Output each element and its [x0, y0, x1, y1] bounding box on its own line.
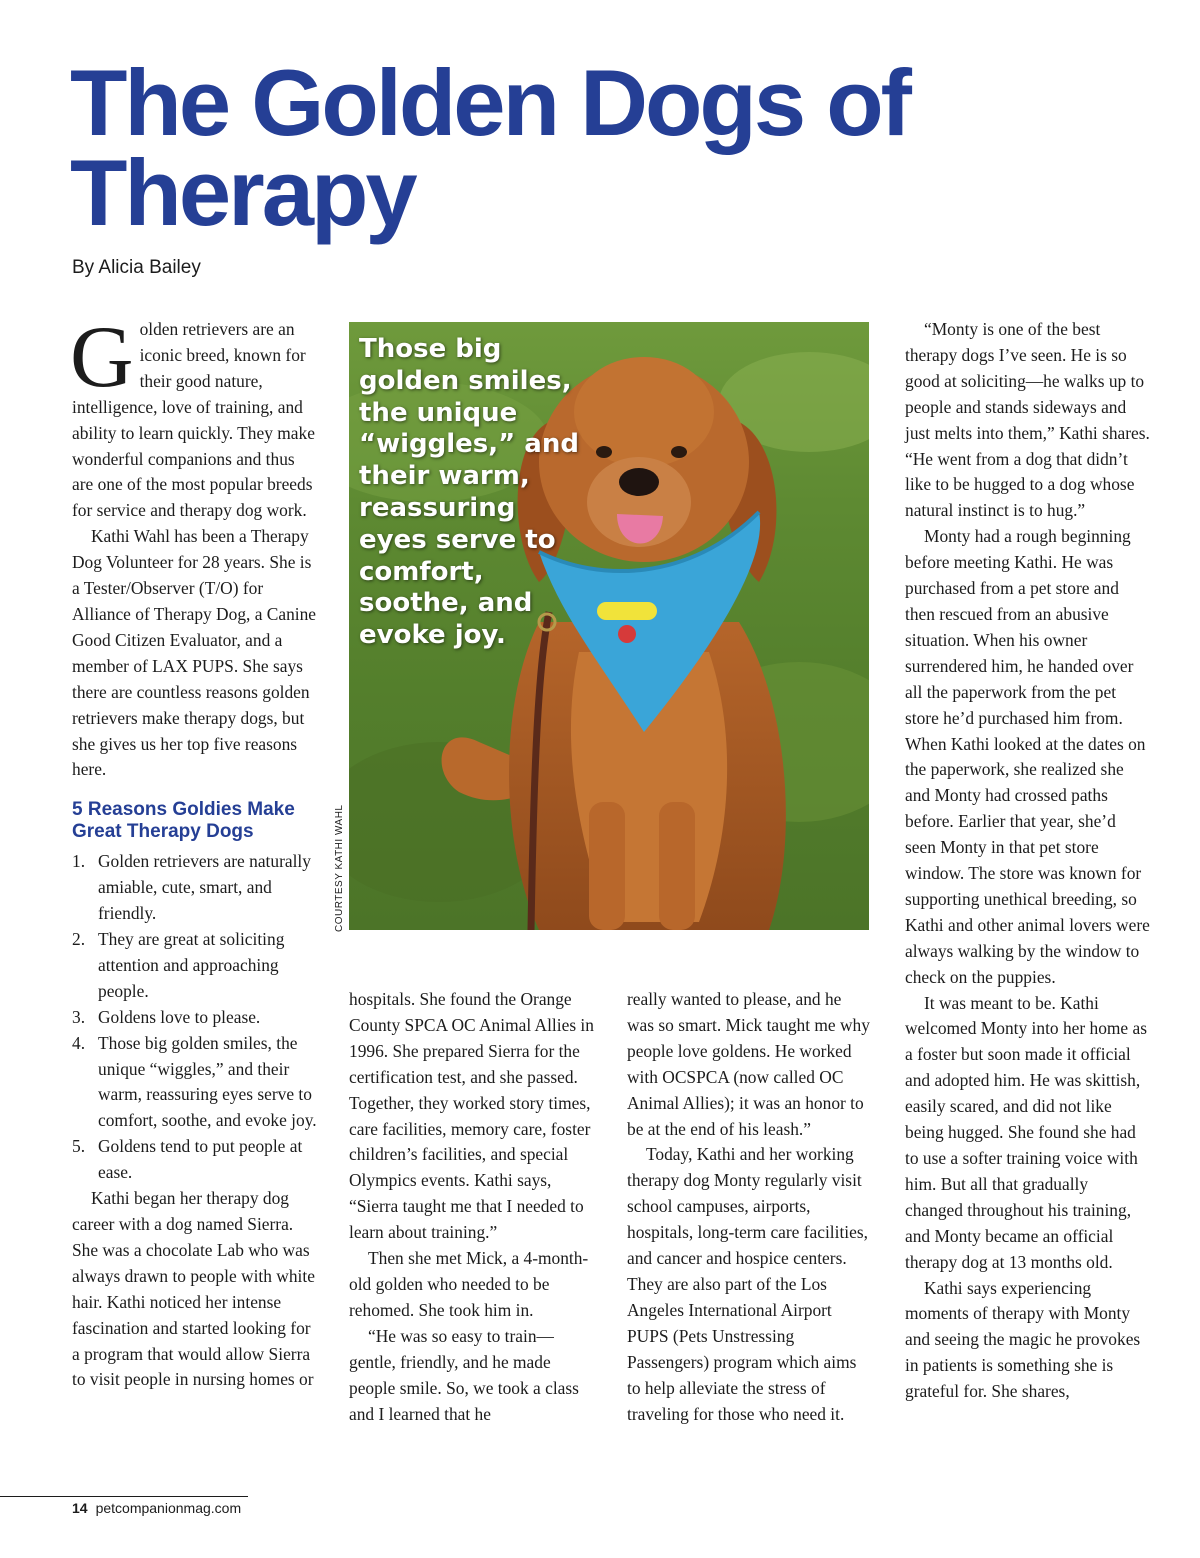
paragraph: Kathi Wahl has been a Therapy Dog Volunteer for 28 years. She is a Tester/Observer (T/O) for Alliance of Therapy Dog, a Canine Good Citizen Evaluator, and a member of LAX PUPS. She says there are countless reasons golden retrievers make therapy dogs, but she gives us her top five reasons here.	[72, 526, 317, 780]
list-text: They are great at soliciting attention and approaching people.	[98, 929, 285, 1001]
pull-quote: Those big golden smiles, the unique “wiggles,” and their warm, reassuring eyes serve to comfort, soothe, and evoke joy.	[359, 334, 579, 651]
list-number: 5.	[72, 1136, 86, 1157]
list-item	[72, 1005, 317, 1031]
article-title: The Golden Dogs of Therapy	[70, 50, 909, 245]
dog-photo	[349, 322, 869, 930]
column-3	[627, 987, 872, 1427]
list-text: Goldens love to please.	[98, 1006, 261, 1027]
paragraph: “He was so easy to train—gentle, friendly, and he made people smile. So, we took a class and I learned that he	[349, 1325, 579, 1424]
byline: By Alicia Bailey	[72, 257, 201, 278]
paragraph: Today, Kathi and her working therapy dog Monty regularly visit school campuses, airports, hospitals, long-term care facilities, and cancer and hospice centers. They are also part of the Los Angeles International Airport PUPS (Pets Unstressing Passengers) program which aims to help alleviate the stress of traveling for those who need it.	[627, 1144, 868, 1424]
list-item	[72, 927, 317, 1005]
page-number: 14	[72, 1500, 88, 1516]
list-item	[72, 849, 317, 927]
paragraph: Kathi says experiencing moments of therapy with Monty and seeing the magic he provokes in patients is something she is grateful for. She shares,	[905, 1277, 1141, 1402]
paragraph: really wanted to please, and he was so smart. Mick taught me why people love goldens. He worked with OCSPCA (now called OC Animal Allies); it was an honor to be at the end of his leash.”	[627, 989, 870, 1139]
intro-paragraph: Golden retrievers are an iconic breed, known for their good nature, intelligence, love of training, and ability to learn quickly. They make wonderful companions and thus are one of the most popular breeds for service and therapy dog work.	[70, 309, 315, 521]
list-number: 4.	[72, 1032, 86, 1053]
list-number: 1.	[72, 851, 86, 872]
list-number: 2.	[72, 929, 86, 950]
drop-cap: G	[70, 309, 134, 406]
column-2	[349, 987, 594, 1427]
footer-rule	[0, 1496, 248, 1497]
photo-credit: COURTESY KATHI WAHL	[334, 804, 345, 932]
list-item	[72, 1134, 317, 1186]
paragraph: Then she met Mick, a 4-month-old golden who needed to be rehomed. She took him in.	[349, 1248, 589, 1320]
list-text: Golden retrievers are naturally amiable, cute, smart, and friendly.	[98, 851, 311, 924]
column-4	[905, 317, 1150, 1405]
page-footer	[72, 1500, 241, 1516]
site-url: petcompanionmag.com	[95, 1500, 242, 1516]
paragraph: hospitals. She found the Orange County SPCA OC Animal Allies in 1996. She prepared Sierra for the certification test, and she passed. Together, they worked story times, care facilities, memory care, foster children’s facilities, and special Olympics events. Kathi says, “Sierra taught me that I needed to learn about training.”	[349, 989, 594, 1243]
paragraph: It was meant to be. Kathi welcomed Monty into her home as a foster but soon made it official and adopted him. He was skittish, easily scared, and did not like being hugged. She found she had to use a softer training voice with him. But all that gradually changed throughout his training, and Monty became an official therapy dog at 13 months old.	[905, 992, 1147, 1272]
column-1	[70, 309, 317, 1393]
list-text: Those big golden smiles, the unique “wiggles,” and their warm, reassuring eyes serve to comfort, soothe, and evoke joy.	[98, 1032, 317, 1131]
list-number: 3.	[72, 1006, 86, 1027]
reasons-subhead: 5 Reasons Goldies Make Great Therapy Dogs	[72, 799, 295, 843]
list-text: Goldens tend to put people at ease.	[98, 1136, 303, 1183]
reasons-list	[72, 849, 317, 1186]
paragraph: Monty had a rough beginning before meeting Kathi. He was purchased from a pet store and then rescued from an abusive situation. When his owner surrendered him, he handed over all the paperwork from the pet store he’d purchased him from. When Kathi looked at the dates on the paperwork, she realized she and Monty had crossed paths before. Earlier that year, she’d seen Monty in that pet store window. The store was known for supporting unethical breeding, so Kathi and other animal lovers were always walking by the window to check on the puppies.	[905, 526, 1150, 987]
paragraph: Kathi began her therapy dog career with a dog named Sierra. She was a chocolate Lab who was always drawn to people with white hair. Kathi noticed her intense fascination and started looking for a program that would allow Sierra to visit people in nursing homes or	[72, 1188, 315, 1390]
list-item	[72, 1031, 317, 1135]
paragraph: “Monty is one of the best therapy dogs I’ve seen. He is so good at soliciting—he walks up to people and stands sideways and just melts into them,” Kathi shares. “He went from a dog that didn’t like to be hugged to a dog whose natural instinct is to hug.”	[905, 319, 1150, 521]
